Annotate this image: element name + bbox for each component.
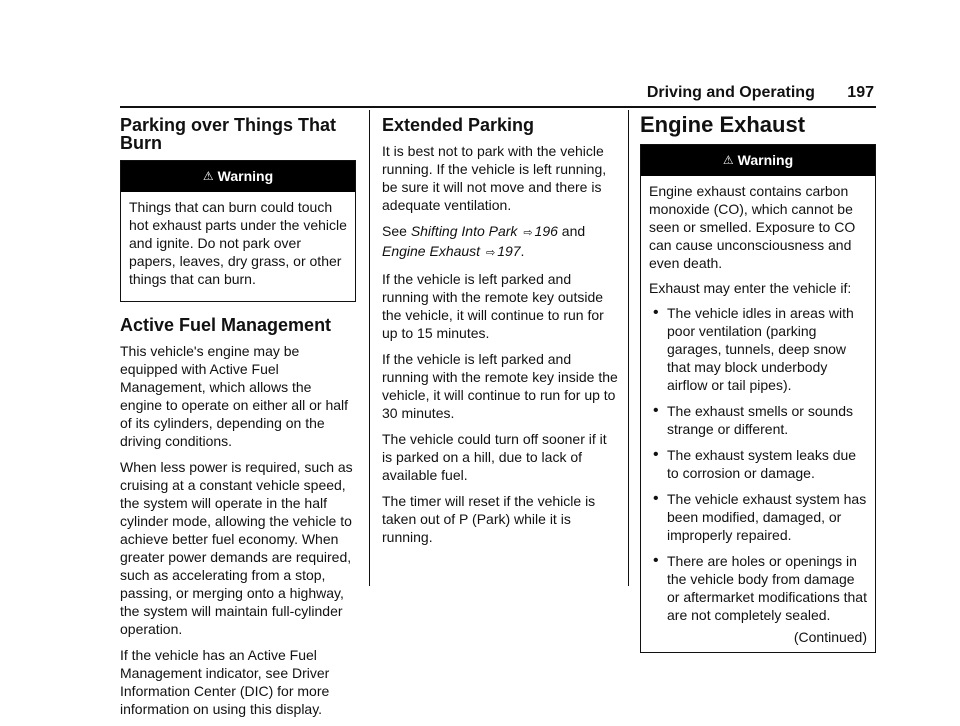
column-divider <box>628 110 629 586</box>
xref-link-shifting-into-park[interactable]: Shifting Into Park <box>410 223 518 239</box>
heading-parking-over-things: Parking over Things That Burn <box>120 115 337 153</box>
warning-label: Warning <box>217 168 274 184</box>
continued-label: (Continued) <box>793 629 867 645</box>
heading-extended-parking: Extended Parking <box>382 115 535 135</box>
heading-active-fuel-management: Active Fuel Management <box>120 315 332 335</box>
paragraph: The timer will reset if the vehicle is taken out of P (Park) while it is running. <box>382 493 596 545</box>
warning-box <box>120 160 356 302</box>
xref-link-engine-exhaust[interactable]: Engine Exhaust <box>382 243 481 259</box>
paragraph: If the vehicle is left parked and running with the remote key outside the vehicle, it will continue to run for up to 15 minutes. <box>382 271 604 341</box>
column-divider <box>369 110 370 586</box>
paragraph: It is best not to park with the vehicle running. If the vehicle is left running, be sure it will not move and there is adequate ventilation. <box>382 143 607 213</box>
warning-box <box>640 144 876 653</box>
header-rule <box>120 106 876 108</box>
list-item: • There are holes or openings in the vehicle body from damage or aftermarket modifications that are not completely sealed. <box>649 552 867 624</box>
paragraph: If the vehicle is left parked and running with the remote key inside the vehicle, it will continue to run for up to 30 minutes. <box>382 351 618 421</box>
warning-triangle-icon: ⚠ <box>202 169 214 183</box>
list-item: • The vehicle idles in areas with poor ventilation (parking garages, tunnels, deep snow that may block underbody airflow or tail pipes). <box>649 304 867 394</box>
warning-text: Exhaust may enter the vehicle if: <box>649 280 852 296</box>
page-ref-arrow-icon: ⇨ <box>485 247 496 259</box>
heading-engine-exhaust: Engine Exhaust <box>640 112 806 137</box>
paragraph: This vehicle's engine may be equipped with Active Fuel Management, which allows the engine to operate on either all or half of its cylinders, depending on the driving conditions. <box>120 343 349 449</box>
warning-text: Engine exhaust contains carbon monoxide (CO), which cannot be seen or smelled. Exposure to CO can cause unconsciousness and even death. <box>649 183 856 271</box>
warning-text: Things that can burn could touch hot exhaust parts under the vehicle and ignite. Do not park over papers, leaves, dry grass, or other things that can burn. <box>129 199 347 287</box>
list-item: • The exhaust smells or sounds strange or different. <box>649 402 867 438</box>
warning-header <box>641 145 875 176</box>
column-2 <box>382 110 618 554</box>
paragraph: The vehicle could turn off sooner if it is parked on a hill, due to lack of available fuel. <box>382 431 607 483</box>
warning-body <box>121 192 355 301</box>
page-ref-arrow-icon: ⇨ <box>523 227 533 239</box>
cross-reference: See Shifting Into Park ⇨ 196 and Engine Exhaust ⇨ 197. <box>382 223 586 259</box>
paragraph: If the vehicle has an Active Fuel Management indicator, see Driver Information Center (DIC) for more information on using this display. <box>120 647 330 717</box>
warning-label: Warning <box>737 152 794 168</box>
list-item: • The exhaust system leaks due to corrosion or damage. <box>649 446 867 482</box>
column-3 <box>640 110 876 667</box>
page-number: 197 <box>847 84 874 101</box>
warning-triangle-icon: ⚠ <box>722 153 734 167</box>
warning-header <box>121 161 355 192</box>
column-1 <box>120 110 356 726</box>
warning-body <box>641 176 875 652</box>
warning-list <box>649 304 867 624</box>
paragraph: When less power is required, such as cruising at a constant vehicle speed, the system will operate in the half cylinder mode, allowing the vehicle to achieve better fuel economy. When greater power demands are required, such as accelerating from a stop, passing, or merging onto a highway, the system will maintain full-cylinder operation. <box>120 459 353 637</box>
list-item: • The vehicle exhaust system has been modified, damaged, or improperly repaired. <box>649 490 867 544</box>
page-header <box>647 84 874 102</box>
section-title: Driving and Operating <box>646 84 815 101</box>
